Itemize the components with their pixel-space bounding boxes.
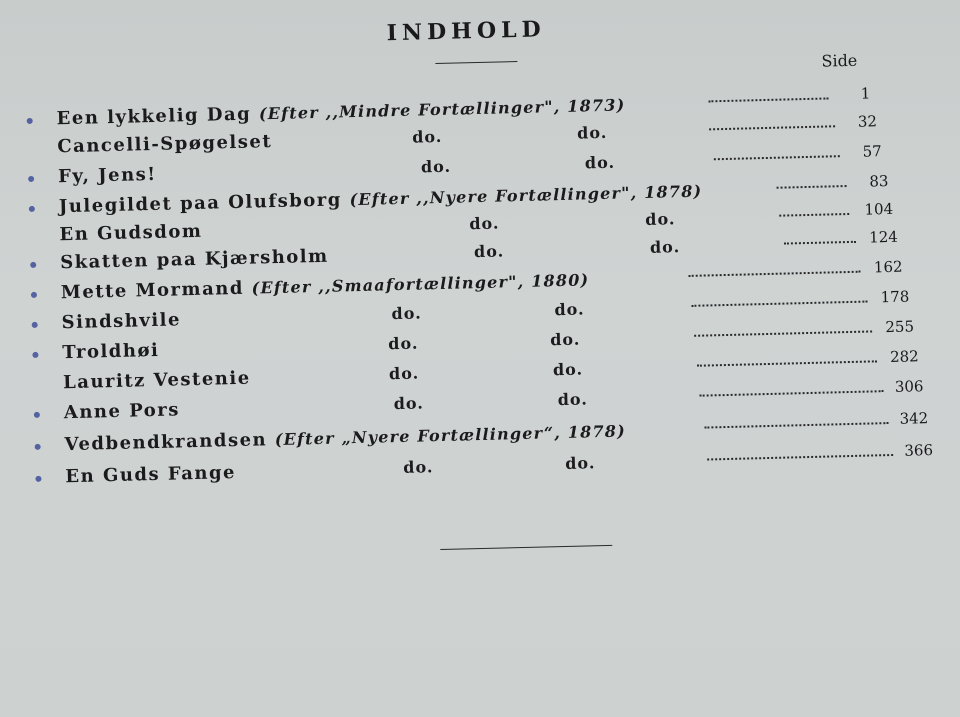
entry-title: Lauritz Vestenie bbox=[62, 367, 251, 394]
entry-page: 162 bbox=[873, 257, 903, 277]
ditto-mark: do. bbox=[469, 213, 500, 234]
ditto-mark: do. bbox=[391, 303, 422, 324]
ditto-mark: do. bbox=[557, 389, 589, 410]
entry-source: (Efter ,,Nyere Fortællinger", 1878) bbox=[349, 181, 703, 210]
ditto-mark: do. bbox=[388, 333, 419, 354]
entry-page: 57 bbox=[862, 142, 882, 161]
margin-mark-icon bbox=[32, 352, 38, 358]
entry-title: Anne Pors bbox=[63, 399, 181, 424]
end-divider bbox=[440, 545, 612, 550]
leader-dots bbox=[704, 420, 888, 428]
leader-dots bbox=[708, 95, 828, 102]
entry-page: 1 bbox=[860, 84, 871, 103]
leader-dots bbox=[691, 299, 867, 307]
entry-source: (Efter „Nyere Fortællinger“, 1878) bbox=[274, 421, 627, 450]
leader-dots bbox=[709, 123, 835, 130]
margin-mark-icon bbox=[35, 444, 41, 450]
ditto-mark: do. bbox=[393, 393, 425, 414]
ditto-mark: do. bbox=[403, 457, 434, 477]
ditto-mark: do. bbox=[420, 156, 452, 177]
leader-dots bbox=[700, 388, 884, 396]
margin-mark-icon bbox=[29, 206, 35, 212]
entry-title: Cancelli-Spøgelset bbox=[57, 131, 273, 158]
leader-dots bbox=[714, 153, 840, 160]
entry-title: Skatten paa Kjærsholm bbox=[59, 245, 329, 274]
entry-title: En Guds Fange bbox=[65, 462, 237, 488]
ditto-mark: do. bbox=[554, 299, 585, 320]
margin-mark-icon bbox=[31, 292, 37, 298]
entry-page: 342 bbox=[899, 409, 929, 428]
margin-mark-icon bbox=[28, 176, 34, 182]
entry-title: Julegildet paa Olufsborg bbox=[58, 189, 343, 218]
entry-page: 366 bbox=[904, 440, 934, 460]
ditto-mark: do. bbox=[411, 126, 443, 147]
ditto-mark: do. bbox=[549, 329, 581, 350]
leader-dots bbox=[694, 328, 872, 336]
entry-page: 306 bbox=[894, 377, 924, 396]
ditto-mark: do. bbox=[584, 152, 616, 173]
entry-title: Een lykkelig Dag bbox=[56, 103, 252, 130]
entry-title: Sindshvile bbox=[61, 309, 182, 334]
ditto-mark: do. bbox=[565, 453, 596, 473]
margin-mark-icon bbox=[27, 118, 33, 124]
page-title: INDHOLD bbox=[386, 16, 546, 47]
entry-title: Mette Mormand bbox=[60, 277, 245, 304]
leader-dots bbox=[779, 211, 849, 217]
ditto-mark: do. bbox=[552, 359, 584, 380]
margin-mark-icon bbox=[34, 412, 40, 418]
entry-title: En Gudsdom bbox=[59, 220, 203, 246]
entry-title: Troldhøi bbox=[62, 339, 160, 364]
entry-title: Fy, Jens! bbox=[57, 163, 157, 188]
page-column-label: Side bbox=[821, 50, 858, 71]
entry-source: (Efter ,,Smaafortællinger", 1880) bbox=[251, 270, 590, 298]
ditto-mark: do. bbox=[388, 363, 420, 384]
entry-source: (Efter ,,Mindre Fortællinger", 1873) bbox=[258, 95, 626, 124]
ditto-mark: do. bbox=[649, 237, 681, 257]
entry-page: 255 bbox=[885, 317, 915, 337]
ditto-mark: do. bbox=[645, 209, 676, 229]
entry-title: Vedbendkrandsen bbox=[64, 429, 268, 456]
entry-page: 178 bbox=[880, 287, 910, 307]
ditto-mark: do. bbox=[473, 241, 505, 262]
entry-page: 83 bbox=[869, 172, 889, 191]
margin-mark-icon bbox=[30, 262, 36, 268]
leader-dots bbox=[697, 358, 877, 366]
title-divider bbox=[435, 61, 517, 64]
entry-page: 104 bbox=[864, 199, 894, 219]
ditto-mark: do. bbox=[576, 122, 608, 143]
margin-mark-icon bbox=[32, 322, 38, 328]
entry-page: 32 bbox=[857, 112, 878, 131]
leader-dots bbox=[784, 239, 856, 245]
entry-page: 282 bbox=[889, 347, 919, 367]
leader-dots bbox=[776, 183, 846, 189]
entry-page: 124 bbox=[868, 227, 899, 247]
margin-mark-icon bbox=[35, 476, 41, 482]
leader-dots bbox=[707, 452, 893, 461]
leader-dots bbox=[689, 269, 861, 277]
